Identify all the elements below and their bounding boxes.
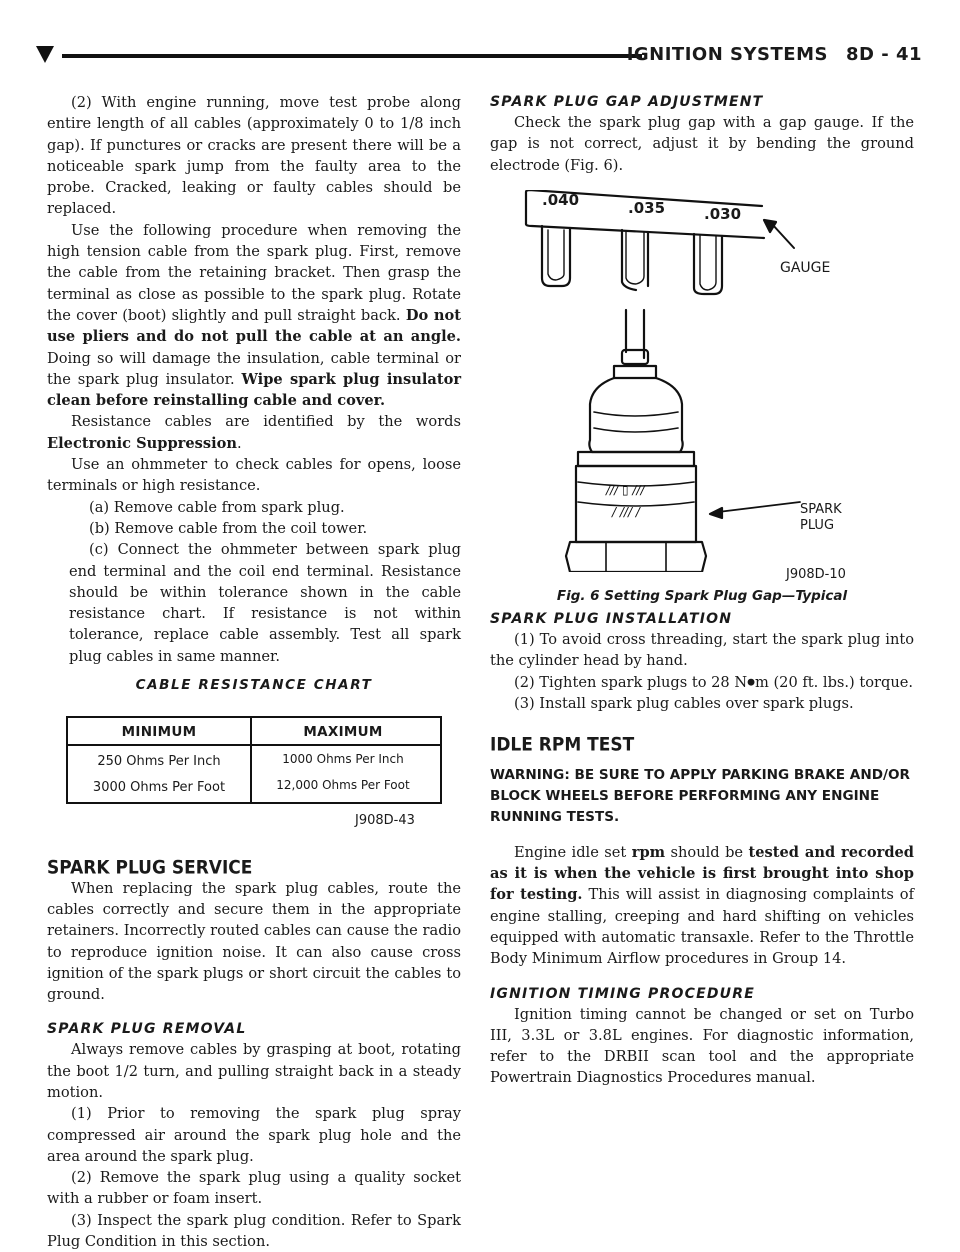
paragraph-resistance-cables: Resistance cables are identified by the words Electronic Suppression. bbox=[47, 413, 461, 452]
header-rule bbox=[62, 54, 642, 58]
figure-caption: Fig. 6 Setting Spark Plug Gap—Typical bbox=[556, 587, 848, 604]
gap-035-label: .035 bbox=[628, 198, 666, 217]
heading-spark-plug-service: SPARK PLUG SERVICE bbox=[47, 856, 253, 879]
header-text bbox=[609, 44, 922, 65]
cell-row2-max: 12,000 Ohms Per Foot bbox=[276, 778, 410, 793]
gap-030-label: .030 bbox=[704, 204, 742, 223]
paragraph-timing: Ignition timing cannot be changed or set on Turbo III, 3.3L or 3.8L engines. For diagnostic information, refer to the DRBII scan tool and the appropriate Powertrain Diagnostics Procedures manual. bbox=[490, 1005, 914, 1087]
paragraph-ohmmeter: Use an ohmmeter to check cables for opens, loose terminals or high resistance. bbox=[47, 456, 461, 495]
step-a: (a) Remove cable from spark plug. bbox=[89, 498, 345, 516]
paragraph-removal-2: (1) Prior to removing the spark plug spray compressed air around the spark plug hole and the area around the spark plug. bbox=[47, 1105, 461, 1165]
spark-plug-label: SPARK PLUG bbox=[800, 501, 842, 533]
heading-gap-adjustment: SPARK PLUG GAP ADJUSTMENT bbox=[490, 94, 764, 110]
bullet-icon: ● bbox=[747, 677, 755, 688]
heading-idle-rpm-test: IDLE RPM TEST bbox=[490, 733, 635, 756]
cell-row1-max: 1000 Ohms Per Inch bbox=[282, 752, 404, 767]
paragraph-removal-1: Always remove cables by grasping at boot, rotating the boot 1/2 turn, and pulling straight back in a steady motion. bbox=[47, 1041, 461, 1101]
warning-text: WARNING: BE SURE TO APPLY PARKING BRAKE AND/OR BLOCK WHEELS BEFORE PERFORMING ANY ENGINE RUNNING TESTS. bbox=[490, 766, 910, 825]
section-title: IGNITION SYSTEMS bbox=[626, 44, 828, 65]
col-header-minimum: MINIMUM bbox=[121, 724, 197, 741]
paragraph-idle: Engine idle set rpm should be tested and recorded as it is when the vehicle is first brought into shop for testing. This will assist in diagnosing complaints of engine stalling, creeping and hard shifting on vehicles equipped with automatic transaxle. Refer to the Throttle Body Minimum Airflow procedures in Group 14. bbox=[490, 843, 915, 968]
triangle-marker-icon bbox=[36, 46, 54, 63]
step-b: (b) Remove cable from the coil tower. bbox=[89, 519, 368, 537]
caution-wipe: Wipe spark plug insulator clean before reinstalling cable and cover. bbox=[47, 370, 462, 410]
page-number: 8D - 41 bbox=[845, 44, 922, 65]
figure-6 bbox=[490, 182, 914, 586]
caution-pliers: Do not use pliers and do not pull the cable at an angle. bbox=[47, 306, 462, 346]
step-c: (c) Connect the ohmmeter between spark plug end terminal and the coil end terminal. Resistance should be within tolerance shown in the cable resistance chart. If resistance is not within tolerance, replace cable assembly. Test all spark plug cables in same manner. bbox=[69, 541, 461, 665]
paragraph-install-1: (1) To avoid cross threading, start the spark plug into the cylinder head by hand. bbox=[490, 631, 914, 670]
left-column bbox=[47, 92, 461, 1252]
paragraph-install-3: (3) Install spark plug cables over spark plugs. bbox=[514, 695, 854, 713]
heading-spark-plug-installation: SPARK PLUG INSTALLATION bbox=[490, 611, 733, 628]
resistance-chart-table bbox=[66, 716, 442, 804]
right-column bbox=[490, 92, 914, 1089]
paragraph-install-2: (2) Tighten spark plugs to 28 N●m (20 ft. lbs.) torque. bbox=[514, 673, 914, 691]
gauge-label: GAUGE bbox=[780, 259, 831, 276]
cell-row2-min: 3000 Ohms Per Foot bbox=[92, 780, 226, 796]
chart-code: J908D-43 bbox=[355, 813, 415, 829]
page-header bbox=[36, 44, 926, 74]
paragraph-gap: Check the spark plug gap with a gap gauge. If the gap is not correct, adjust it by bending the ground electrode (Fig. 6). bbox=[490, 114, 914, 174]
paragraph-remove-cable: Use the following procedure when removing the high tension cable from the spark plug. First, remove the cable from the retaining bracket. Then grasp the terminal as close as possible to the spark plug. Rotate the cover (boot) slightly and pull straight back. Do not use pliers and do not pull the cable at an angle. Doing so will damage the insulation, cable terminal or the spark plug insulator. Wipe spark plug insulator clean before reinstalling cable and cover. bbox=[47, 221, 462, 410]
col-header-maximum: MAXIMUM bbox=[303, 724, 383, 741]
heading-ignition-timing: IGNITION TIMING PROCEDURE bbox=[490, 985, 755, 1002]
paragraph-service: When replacing the spark plug cables, route the cables correctly and secure them in the appropriate retainers. Incorrectly routed cables can cause the radio to reproduce ignition noise. It can also cause cross ignition of the spark plugs or short circuit the cables to ground. bbox=[47, 879, 461, 1004]
svg-text:/// ▯ ///: /// ▯ /// bbox=[606, 482, 645, 497]
figure-code: J908D-10 bbox=[786, 566, 846, 582]
resistance-chart-title: CABLE RESISTANCE CHART bbox=[135, 677, 373, 694]
paragraph-removal-3: (2) Remove the spark plug using a quality socket with a rubber or foam insert. bbox=[47, 1169, 461, 1208]
cell-row1-min: 250 Ohms Per Inch bbox=[97, 754, 221, 770]
heading-spark-plug-removal: SPARK PLUG REMOVAL bbox=[47, 1021, 247, 1038]
paragraph-removal-4: (3) Inspect the spark plug condition. Refer to Spark Plug Condition in this section. bbox=[47, 1211, 461, 1251]
paragraph-probe-test: (2) With engine running, move test probe along entire length of all cables (approximately 0 to 1/8 inch gap). If punctures or cracks are present there will be a noticeable spark jump from the faulty area to the probe. Cracked, leaking or faulty cables should be replaced. bbox=[47, 94, 461, 218]
svg-text:/ /// /: / /// / bbox=[612, 504, 640, 519]
gap-040-label: .040 bbox=[542, 190, 580, 209]
